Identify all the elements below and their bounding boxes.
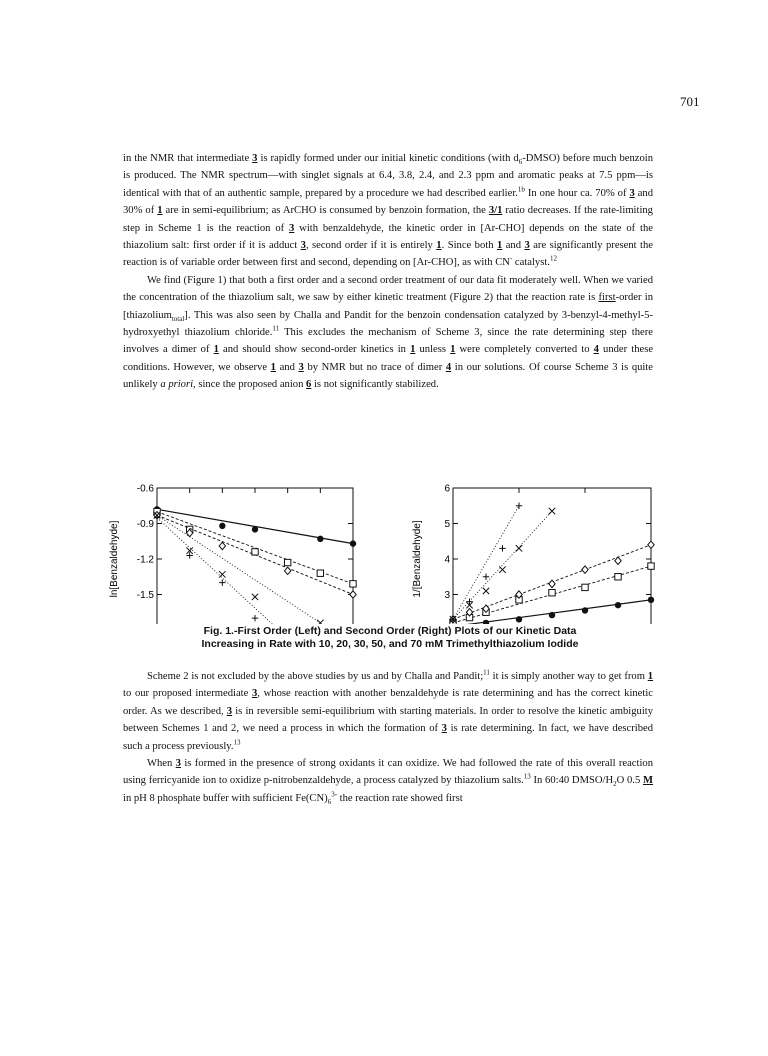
first-order-point-diamond: [350, 591, 356, 598]
second-order-point-diamond: [582, 566, 588, 573]
figure-caption: [120, 625, 660, 651]
second-order-point-square: [582, 584, 588, 590]
caption-line-2: Increasing in Rate with 10, 20, 30, 50, and 70 mM Trimethylthiazolium Iodide: [201, 638, 579, 650]
second-order-y-tick-label: 6: [444, 483, 450, 495]
second-order-series-line: [453, 506, 519, 620]
second-order-y-tick-label: 3: [444, 590, 450, 601]
second-order-point-x: [499, 566, 505, 572]
paragraph-2: We find (Figure 1) that both a first order and a second order treatment of our data fit moderately well. When we varied the concentration of the thiazolium salt, we saw by either kinetic treatment (Figure 2) that the reaction rate is first-order in [thiazolium$_{total}$]. This was also seen by Challa and Pandit for the benzoin condensation catalyzed by 3-benzyl-4-methyl-5-hydroxyethyl thiazolium chloride.$^{11}$ This excludes the mechanism of Scheme 3, since the rate determining step there involves a dimer of 1 and should show second-order kinetics in 1 unless 1 were completely converted to 4 under these conditions. However, we observe 1 and 3 by NMR but no trace of dimer 4 in our solutions. Of course Scheme 3 is quite unlikely a priori, since the proposed anion 6 is not significantly stabilized.: [123, 274, 654, 391]
first-order-point-x: [219, 571, 225, 577]
second-order-point-circle: [483, 620, 489, 624]
second-order-point-circle: [582, 607, 588, 613]
first-order-point-square: [317, 570, 323, 576]
first-order-series-line: [157, 515, 320, 623]
second-order-y-axis-label: 1/[Benzaldehyde]: [412, 520, 423, 598]
page-number: 701: [680, 94, 700, 109]
second-order-point-x: [516, 545, 522, 551]
first-order-plot-frame: [157, 488, 353, 624]
first-order-y-tick-label: -1.5: [136, 590, 154, 601]
first-order-y-tick-label: -0.9: [136, 519, 154, 530]
second-order-point-square: [615, 574, 621, 580]
second-order-point-circle: [648, 597, 654, 603]
first-order-point-plus: [252, 615, 258, 621]
first-order-point-square: [350, 581, 356, 587]
first-order-y-tick-label: -1.2: [136, 554, 154, 566]
second-order-point-square: [648, 563, 654, 569]
second-order-point-x: [483, 588, 489, 594]
second-order-point-circle: [516, 616, 522, 622]
second-order-point-plus: [483, 574, 489, 580]
second-order-point-plus: [499, 545, 505, 551]
paragraph-4: When 3 is formed in the presence of strong oxidants it can oxidize. We had followed the rate of this overall reaction using ferricyanide ion to oxidize p-nitrobenzaldehyde, a process catalyzed by thiazolium salts.$^{13}$ In 60:40 DMSO/$H_2O$ 0.5 M in pH 8 phosphate buffer with sufficient $Fe(CN)_6^{3-}$ the reaction rate showed first: [123, 758, 653, 806]
paragraph-1: in the NMR that intermediate 3 is rapidly formed under our initial kinetic conditions (with $d_6-DMSO$) before much benzoin is produced. The NMR spectrum—with singlet signals at 6.4, 3.8, 2.4, and 2.3 ppm and aromatic peaks at 7.5 ppm—is identical with that of an authentic sample, prepared by a procedure we had described earlier.$^{1b}$ In one hour ca. 70% of 3 and 30% of 1 are in semi-equilibrium; as ArCHO is consumed by benzoin formation, the 3/1 ratio decreases. If the rate-limiting step in Scheme 1 is the reaction of 3 with benzaldehyde, the kinetic order in [Ar-CHO] depends on the state of the thiazolium salt: first order if it is adduct 3, second order if it is entirely 1. Since both 1 and 3 are significantly present the reaction is of variable order between first and second, depending on [Ar-CHO], as with CN- catalyst.$^{12}$: [123, 153, 654, 269]
figure-1: [0, 476, 768, 629]
first-order-series-line: [157, 518, 288, 624]
second-order-point-diamond: [615, 557, 621, 564]
first-order-y-tick-label: -0.6: [136, 483, 154, 495]
first-order-point-diamond: [284, 567, 290, 574]
second-order-point-x: [549, 508, 555, 514]
first-order-point-circle: [350, 540, 356, 546]
figure-plots: [0, 476, 768, 624]
second-order-point-circle: [549, 612, 555, 618]
first-order-point-x: [252, 594, 258, 600]
first-order-point-diamond: [219, 542, 225, 549]
second-order-y-tick-label: 5: [444, 519, 450, 530]
body-text-top: [123, 150, 653, 394]
first-order-point-x: [317, 620, 323, 624]
first-order-point-circle: [317, 536, 323, 542]
second-order-point-diamond: [549, 580, 555, 587]
first-order-point-circle: [252, 526, 258, 532]
first-order-point-square: [284, 559, 290, 565]
second-order-point-diamond: [648, 541, 654, 548]
first-order-y-axis-label: ln[Benzaldehyde]: [109, 520, 120, 598]
second-order-y-tick-label: 4: [444, 554, 450, 566]
caption-line-1: Fig. 1.-First Order (Left) and Second Order (Right) Plots of our Kinetic Data: [203, 625, 577, 637]
body-text-bottom: [123, 668, 653, 807]
first-order-point-square: [252, 549, 258, 555]
second-order-point-plus: [516, 503, 522, 509]
paragraph-3: Scheme 2 is not excluded by the above studies by us and by Challa and Pandit;$^{11}$ it is simply another way to get from 1 to our proposed intermediate 3, whose reaction with another benzaldehyde is rate determining and has the correct kinetic order. As we described, 3 is in reversible semi-equilibrium with starting materials. In order to resolve the kinetic ambiguity between Schemes 1 and 2, we need a process in which the formation of 3 is rate determining. In fact, we have described such a process previously.$^{13}$: [123, 668, 654, 752]
first-order-point-circle: [219, 523, 225, 529]
second-order-point-circle: [615, 602, 621, 608]
first-order-point-plus: [219, 579, 225, 585]
second-order-point-square: [549, 590, 555, 596]
